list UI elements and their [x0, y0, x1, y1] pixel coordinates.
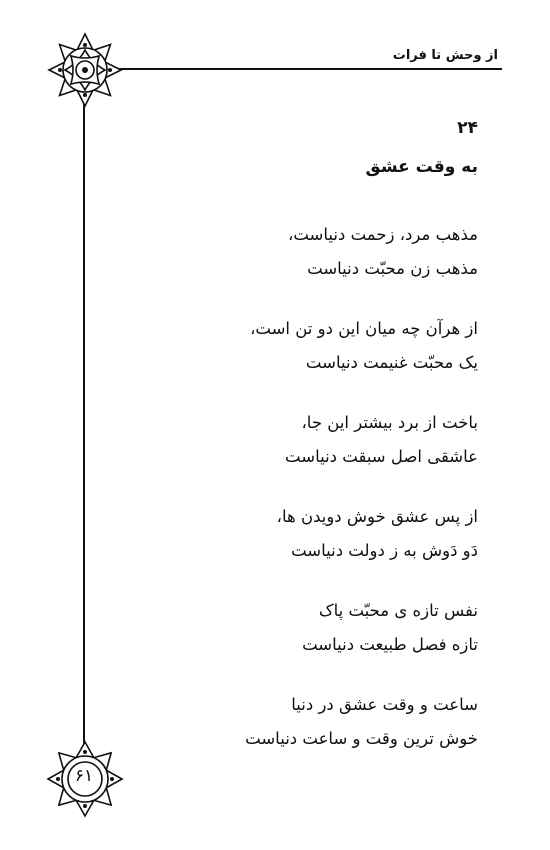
- header-rule: [84, 68, 502, 70]
- verse-line: از پس عشق خوش دویدن ها،: [276, 507, 478, 526]
- poem-body: [178, 218, 478, 782]
- poem-number: ۲۴: [457, 118, 478, 138]
- rosette-top-icon: [47, 32, 123, 108]
- verse-line: عاشقی اصل سبقت دنیاست: [285, 447, 478, 466]
- poem-title: به وقت عشق: [365, 157, 478, 177]
- stanza: [178, 688, 478, 756]
- stanza: [178, 218, 478, 286]
- verse-line: تازه فصل طبیعت دنیاست: [302, 635, 478, 654]
- stanza: [178, 500, 478, 568]
- verse-line: یک محبّت غنیمت دنیاست: [305, 353, 478, 372]
- verse-line: مذهب زن محبّت دنیاست: [307, 259, 478, 278]
- verse-line: مذهب مرد، زحمت دنیاست،: [288, 225, 478, 244]
- verse-line: خوش ترین وقت و ساعت دنیاست: [245, 729, 478, 748]
- verse-line: باخت از برد بیشتر این جا،: [301, 413, 478, 432]
- running-title: از وحش تا فرات: [392, 48, 498, 63]
- stanza: [178, 312, 478, 380]
- verse-line: ساعت و وقت عشق در دنیا: [291, 695, 478, 714]
- stanza: [178, 406, 478, 474]
- verse-line: از هرآن چه میان این دو تن است،: [250, 319, 478, 338]
- page-number: ۶۱: [74, 766, 94, 786]
- verse-line: دَو دَوش به ز دولت دنیاست: [291, 541, 478, 560]
- verse-line: نفس تازه ی محبّت پاک: [318, 601, 478, 620]
- stanza: [178, 594, 478, 662]
- margin-rule: [83, 68, 85, 780]
